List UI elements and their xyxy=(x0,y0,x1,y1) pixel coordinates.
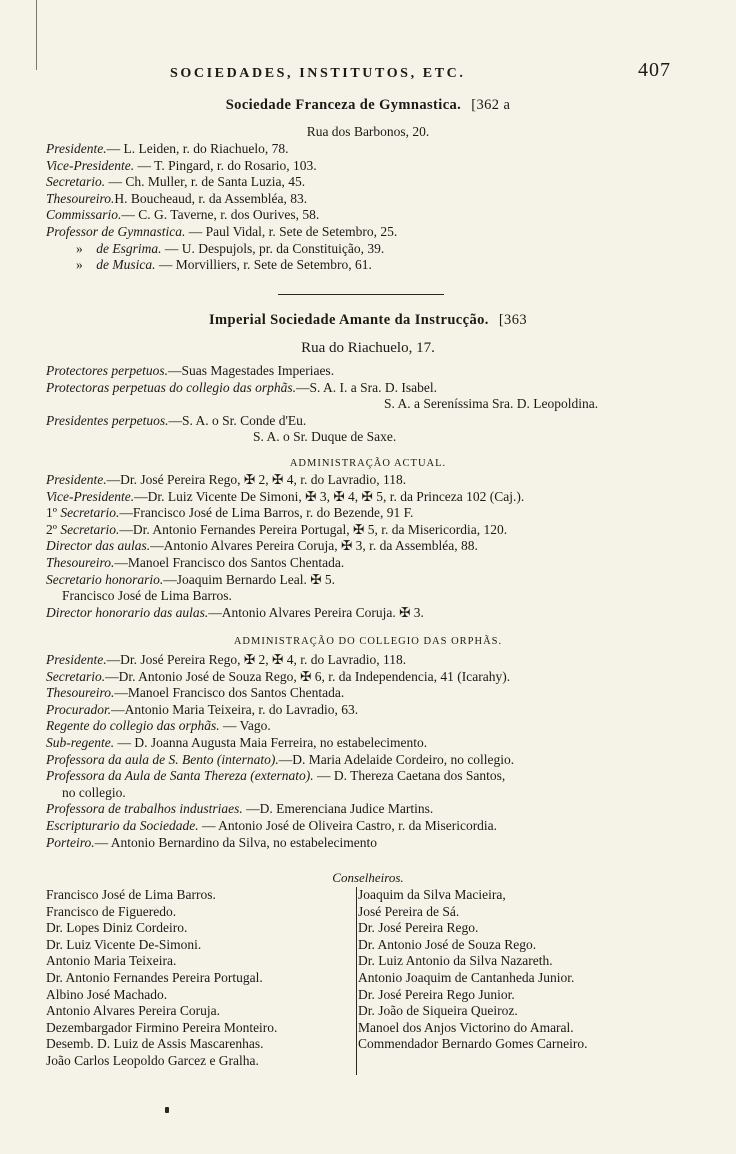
section1-entries xyxy=(46,141,686,274)
section1-title: Sociedade Franceza de Gymnastica. xyxy=(225,97,462,113)
entry-line: Professora de trabalhos industriaes. —D. Emerenciana Judice Martins. xyxy=(46,801,434,817)
entry-line: S. A. a Sereníssima Sra. D. Leopoldina. xyxy=(384,396,599,412)
entry-line: Thesoureiro.—Manoel Francisco dos Santos Chentada. xyxy=(46,685,345,701)
margin-pencil-mark xyxy=(36,0,38,70)
admin-entries xyxy=(46,472,686,621)
list-item: Dr. Lopes Diniz Cordeiro. xyxy=(46,920,188,936)
list-item: Manoel dos Anjos Victorino do Amaral. xyxy=(358,1019,574,1035)
list-item: Francisco José de Lima Barros. xyxy=(46,887,216,902)
column-divider xyxy=(356,887,357,1075)
entry-line: Professora da Aula de Santa Thereza (externato). — D. Thereza Caetana dos Santos, xyxy=(46,768,506,784)
list-item: João Carlos Leopoldo Garcez e Gralha. xyxy=(46,1052,259,1068)
entry-line: » de Esgrima. — U. Despujols, pr. da Constituição, 39. xyxy=(76,240,385,256)
page-number: 407 xyxy=(638,59,671,81)
section1-number: [362 a xyxy=(471,97,511,113)
list-item: Antonio Maria Teixeira. xyxy=(46,953,177,969)
list-item: Dr. João de Siqueira Queiroz. xyxy=(358,1003,518,1019)
entry-line: Regente do collegio das orphãs. — Vago. xyxy=(46,718,271,734)
entry-line: 2º Secretario.—Dr. Antonio Fernandes Pereira Portugal, ✠ 5, r. da Misericordia, 120. xyxy=(46,521,508,537)
section2-address: Rua do Riachuelo, 17. xyxy=(301,340,435,356)
list-item: Albino José Machado. xyxy=(46,986,168,1002)
conselheiros-heading: Conselheiros. xyxy=(332,870,404,885)
entry-line: Vice-Presidente. — T. Pingard, r. do Rosario, 103. xyxy=(46,157,317,173)
list-item: Commendador Bernardo Gomes Carneiro. xyxy=(358,1036,588,1052)
section1-address: Rua dos Barbonos, 20. xyxy=(306,124,430,139)
list-item: José Pereira de Sá. xyxy=(358,903,460,919)
entry-line: Director honorario das aulas.—Antonio Alvares Pereira Coruja. ✠ 3. xyxy=(46,604,424,620)
entry-line: Protectores perpetuos.—Suas Magestades Imperiaes. xyxy=(46,363,335,378)
section2-patrons xyxy=(46,363,686,446)
list-item: Dr. Antonio José de Souza Rego. xyxy=(358,936,537,952)
list-item: Dr. Luiz Antonio da Silva Nazareth. xyxy=(358,953,553,969)
entry-line: Professora da aula de S. Bento (internato).—D. Maria Adelaide Cordeiro, no collegio. xyxy=(46,751,515,767)
list-item: Joaquim da Silva Macieira, xyxy=(358,887,506,902)
ink-spot xyxy=(165,1107,169,1113)
entry-line: S. A. o Sr. Duque de Saxe. xyxy=(253,429,397,445)
conselheiros-right-column xyxy=(358,887,694,1053)
section2-number: [363 xyxy=(498,312,528,328)
running-head: SOCIEDADES, INSTITUTOS, ETC. xyxy=(170,66,466,81)
conselheiros-list xyxy=(46,887,696,1075)
list-item: Antonio Alvares Pereira Coruja. xyxy=(46,1003,220,1019)
entry-line: Presidente.— L. Leiden, r. do Riachuelo, 78. xyxy=(46,141,289,156)
admin-heading: ADMINISTRAÇÃO ACTUAL. xyxy=(289,458,447,469)
entry-line: Presidentes perpetuos.—S. A. o Sr. Conde d'Eu. xyxy=(46,412,307,428)
list-item: Dr. Antonio Fernandes Pereira Portugal. xyxy=(46,969,263,985)
entry-line: » de Musica. — Morvilliers, r. Sete de Setembro, 61. xyxy=(76,257,372,273)
list-item: Dr. José Pereira Rego Junior. xyxy=(358,986,515,1002)
entry-line: Secretario.—Dr. Antonio José de Souza Rego, ✠ 6, r. da Independencia, 41 (Icarahy). xyxy=(46,668,511,684)
list-item: Desemb. D. Luiz de Assis Mascarenhas. xyxy=(46,1036,264,1052)
list-item: Dezembargador Firmino Pereira Monteiro. xyxy=(46,1019,278,1035)
entry-line: 1º Secretario.—Francisco José de Lima Barros, r. do Bezende, 91 F. xyxy=(46,505,414,521)
entry-line: Professor de Gymnastica. — Paul Vidal, r. Sete de Setembro, 25. xyxy=(46,223,398,239)
entry-line: Vice-Presidente.—Dr. Luiz Vicente De Simoni, ✠ 3, ✠ 4, ✠ 5, r. da Princeza 102 (Caj.). xyxy=(46,488,525,504)
entry-line: Presidente.—Dr. José Pereira Rego, ✠ 2, ✠ 4, r. do Lavradio, 118. xyxy=(46,472,407,487)
entry-line: Secretario. — Ch. Muller, r. de Santa Luzia, 45. xyxy=(46,174,306,190)
entry-line: Porteiro.— Antonio Bernardino da Silva, no estabelecimento xyxy=(46,834,377,850)
list-item: Dr. José Pereira Rego. xyxy=(358,920,479,936)
list-item: Dr. Luiz Vicente De-Simoni. xyxy=(46,936,202,952)
entry-line: Thesoureiro.H. Boucheaud, r. da Assembléa, 83. xyxy=(46,190,308,206)
college-heading: ADMINISTRAÇÃO DO COLLEGIO DAS ORPHÃS. xyxy=(233,636,503,647)
entry-line: Procurador.—Antonio Maria Teixeira, r. do Lavradio, 63. xyxy=(46,701,359,717)
entry-line: Commissario.— C. G. Taverne, r. dos Ourives, 58. xyxy=(46,207,320,223)
section-divider xyxy=(278,294,444,295)
section2-title: Imperial Sociedade Amante da Instrucção. xyxy=(208,312,489,328)
conselheiros-left-column xyxy=(46,887,352,1070)
entry-line: Protectoras perpetuas do collegio das orphãs.—S. A. I. a Sra. D. Isabel. xyxy=(46,379,437,395)
list-item: Antonio Joaquim de Cantanheda Junior. xyxy=(358,969,575,985)
entry-line: Sub-regente. — D. Joanna Augusta Maia Ferreira, no estabelecimento. xyxy=(46,734,428,750)
entry-line: Francisco José de Lima Barros. xyxy=(62,588,232,604)
section1-title-line xyxy=(0,97,736,114)
entry-line: Escripturario da Sociedade. — Antonio José de Oliveira Castro, r. da Misericordia. xyxy=(46,817,498,833)
entry-line: Secretario honorario.—Joaquim Bernardo Leal. ✠ 5. xyxy=(46,571,336,587)
list-item: Francisco de Figueredo. xyxy=(46,903,177,919)
entry-line: Director das aulas.—Antonio Alvares Pereira Coruja, ✠ 3, r. da Assembléa, 88. xyxy=(46,538,478,554)
college-entries xyxy=(46,652,686,851)
entry-line: Thesoureiro.—Manoel Francisco dos Santos Chentada. xyxy=(46,554,345,570)
entry-line: Presidente.—Dr. José Pereira Rego, ✠ 2, ✠ 4, r. do Lavradio, 118. xyxy=(46,652,407,667)
entry-line: no collegio. xyxy=(62,784,126,800)
section2-title-line xyxy=(0,312,736,329)
